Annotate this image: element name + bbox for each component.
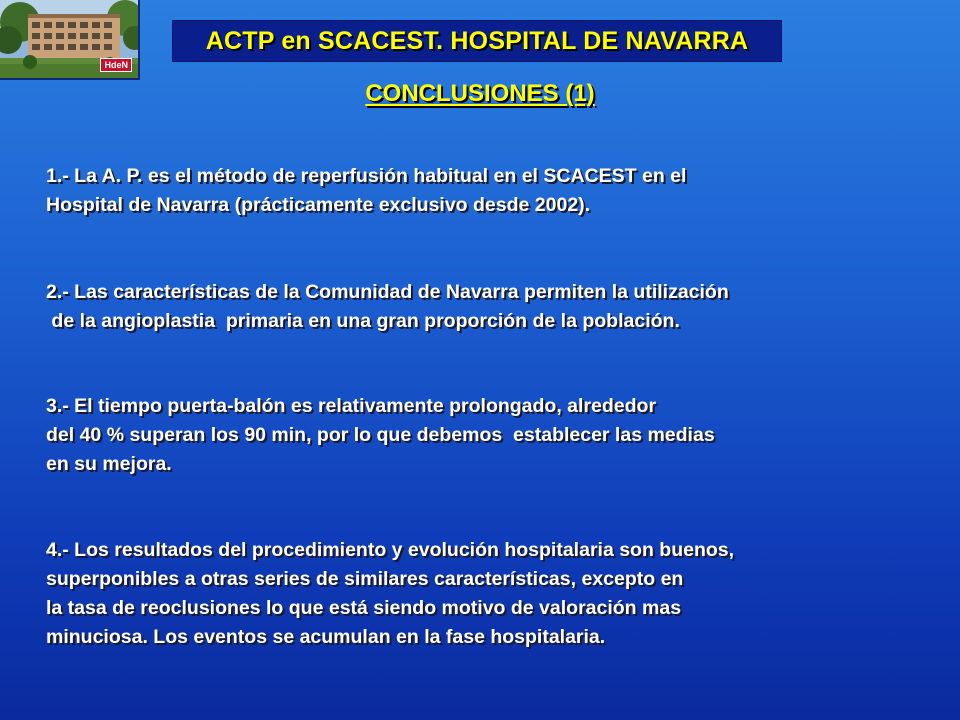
subtitle-row — [0, 80, 960, 108]
conclusion-line: 1.- La A. P. es el método de reperfusión habitual en el SCACEST en el — [46, 165, 687, 187]
conclusion-line: de la angioplastia primaria en una gran proporción de la población. — [46, 310, 680, 332]
section-subtitle: CONCLUSIONES (1) — [365, 80, 595, 107]
conclusion-line: 4.- Los resultados del procedimiento y evolución hospitalaria son buenos, — [46, 539, 735, 561]
conclusion-line: Hospital de Navarra (prácticamente exclusivo desde 2002). — [46, 194, 591, 216]
conclusion-item-1 — [46, 162, 686, 220]
title-bar — [172, 20, 782, 62]
page-title: ACTP en SCACEST. HOSPITAL DE NAVARRA — [205, 26, 749, 55]
conclusion-line: minuciosa. Los eventos se acumulan en la fase hospitalaria. — [46, 626, 606, 648]
conclusion-line: del 40 % superan los 90 min, por lo que debemos establecer las medias — [46, 424, 715, 446]
conclusion-item-4 — [46, 536, 734, 652]
conclusion-item-2 — [46, 278, 729, 336]
hospital-logo — [0, 0, 140, 80]
conclusion-item-3 — [46, 392, 715, 479]
conclusion-line: la tasa de reoclusiones lo que está siendo motivo de valoración mas — [46, 597, 682, 619]
conclusion-line: 2.- Las características de la Comunidad de Navarra permiten la utilización — [46, 281, 729, 303]
conclusion-line: en su mejora. — [46, 453, 172, 475]
conclusion-line: 3.- El tiempo puerta-balón es relativamente prolongado, alrededor — [46, 395, 657, 417]
conclusion-line: superponibles a otras series de similares características, excepto en — [46, 568, 684, 590]
hden-badge: HdeN — [100, 58, 132, 72]
